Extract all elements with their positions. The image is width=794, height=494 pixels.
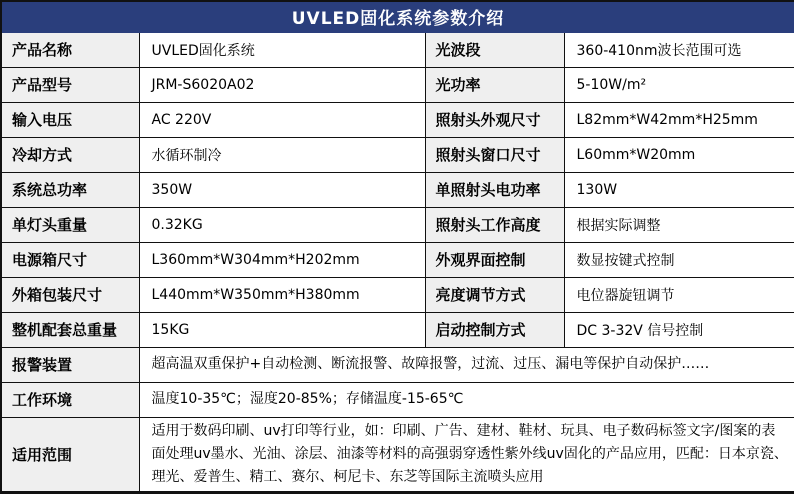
spec-label: 系统总功率 (1, 172, 139, 207)
spec-value: 350W (139, 172, 425, 207)
spec-label: 外箱包装尺寸 (1, 277, 139, 312)
spec-value: JRM-S6020A02 (139, 67, 425, 102)
spec-label: 单照射头电功率 (425, 172, 564, 207)
table-row (1, 102, 794, 137)
spec-label: 报警装置 (1, 347, 139, 382)
table-row (1, 417, 794, 492)
spec-label: 照射头窗口尺寸 (425, 137, 564, 172)
table-row (1, 277, 794, 312)
spec-value: L60mm*W20mm (564, 137, 794, 172)
spec-value: 数显按键式控制 (564, 242, 794, 277)
table-row (1, 242, 794, 277)
table-row (1, 312, 794, 347)
spec-value: UVLED固化系统 (139, 32, 425, 67)
spec-label: 照射头外观尺寸 (425, 102, 564, 137)
spec-label: 整机配套总重量 (1, 312, 139, 347)
spec-label: 单灯头重量 (1, 207, 139, 242)
spec-label: 启动控制方式 (425, 312, 564, 347)
spec-value: DC 3-32V 信号控制 (564, 312, 794, 347)
spec-label: 光波段 (425, 32, 564, 67)
table-row (1, 347, 794, 382)
spec-label: 光功率 (425, 67, 564, 102)
spec-value: AC 220V (139, 102, 425, 137)
spec-label: 电源箱尺寸 (1, 242, 139, 277)
spec-value: 适用于数码印刷、uv打印等行业，如：印刷、广告、建材、鞋材、玩具、电子数码标签文字/图案的表面处理uv墨水、光油、涂层、油漆等材料的高强弱穿透性紫外线uv固化的产品应用，匹配：日本京瓷、理光、爱普生、精工、赛尔、柯尼卡、东芝等国际主流喷头应用 (139, 417, 794, 492)
table-row (1, 382, 794, 417)
spec-value: L360mm*W304mm*H202mm (139, 242, 425, 277)
table-row (1, 67, 794, 102)
spec-value: 5-10W/m² (564, 67, 794, 102)
table-row (1, 172, 794, 207)
spec-label: 输入电压 (1, 102, 139, 137)
spec-value: L82mm*W42mm*H25mm (564, 102, 794, 137)
table-header-row (1, 1, 794, 32)
spec-value: 超高温双重保护+自动检测、断流报警、故障报警，过流、过压、漏电等保护自动保护…… (139, 347, 794, 382)
spec-value: 15KG (139, 312, 425, 347)
spec-label: 工作环境 (1, 382, 139, 417)
page-title: UVLED固化系统参数介绍 (1, 1, 794, 32)
table-row (1, 207, 794, 242)
spec-value: 水循环制冷 (139, 137, 425, 172)
spec-label: 照射头工作高度 (425, 207, 564, 242)
spec-label: 冷却方式 (1, 137, 139, 172)
spec-label: 产品型号 (1, 67, 139, 102)
table-row (1, 137, 794, 172)
spec-value: 温度10-35℃；湿度20-85%；存储温度-15-65℃ (139, 382, 794, 417)
spec-label: 外观界面控制 (425, 242, 564, 277)
spec-value: 根据实际调整 (564, 207, 794, 242)
spec-value: 130W (564, 172, 794, 207)
spec-label: 适用范围 (1, 417, 139, 492)
spec-value: L440mm*W350mm*H380mm (139, 277, 425, 312)
spec-value: 0.32KG (139, 207, 425, 242)
spec-value: 360-410nm波长范围可选 (564, 32, 794, 67)
table-row (1, 32, 794, 67)
spec-label: 亮度调节方式 (425, 277, 564, 312)
spec-label: 产品名称 (1, 32, 139, 67)
spec-value: 电位器旋钮调节 (564, 277, 794, 312)
